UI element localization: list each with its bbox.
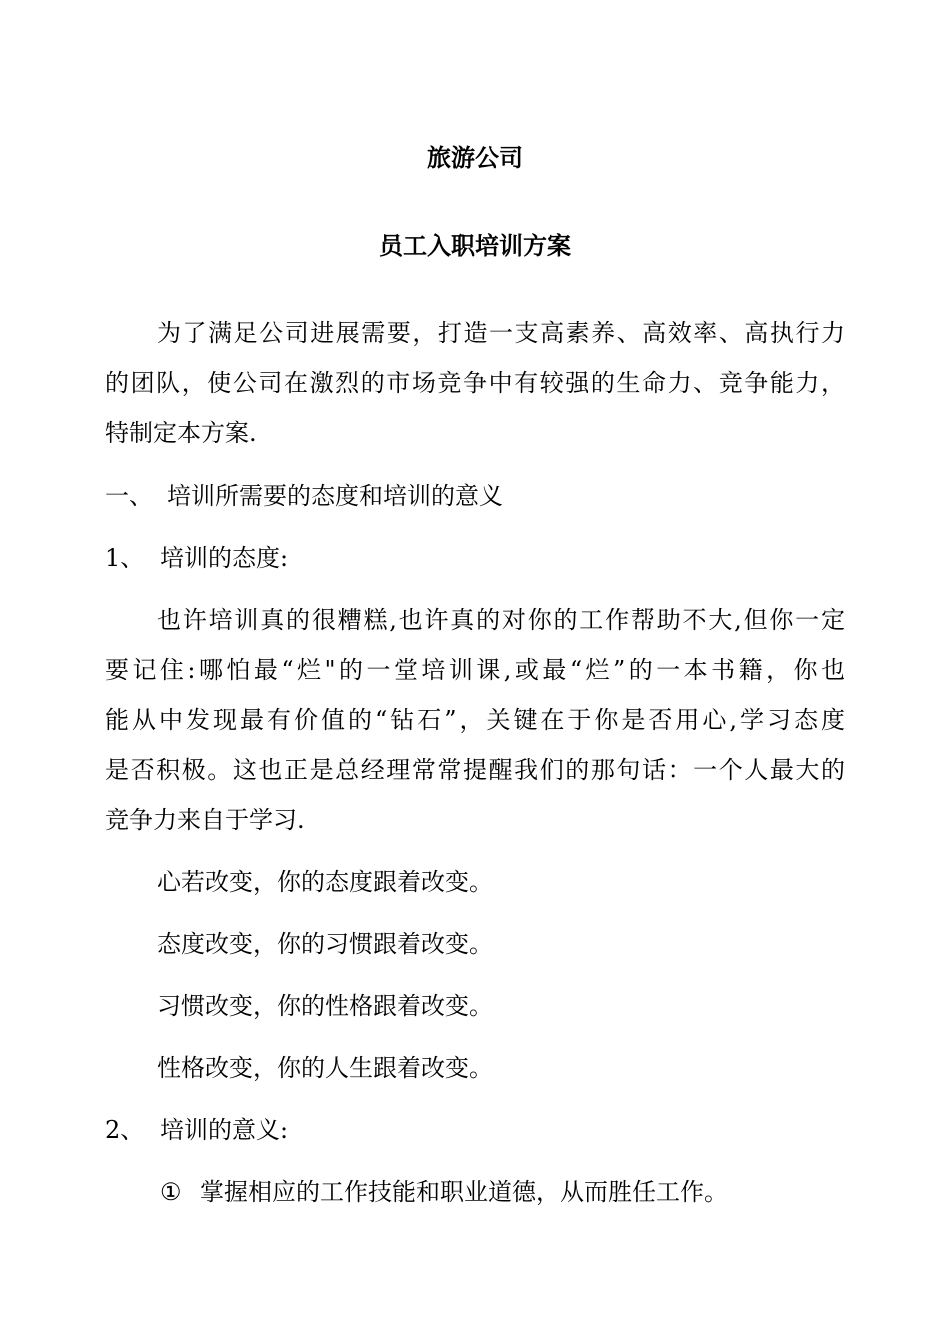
item-heading-2-text: 培训的意义: xyxy=(160,1116,289,1144)
point-1-text: 掌握相应的工作技能和职业道德，从而胜任工作。 xyxy=(200,1178,728,1206)
para-line-3: 能从中发现最有价值的“钻石”，关键在于你是否用心,学习态度 xyxy=(105,706,845,734)
item-heading-1 xyxy=(105,543,288,573)
para-line-4: 是否积极。这也正是总经理常常提醒我们的那句话：一个人最大的 xyxy=(105,756,845,784)
saying-2: 态度改变，你的习惯跟着改变。 xyxy=(157,930,493,958)
document-title: 员工入职培训方案 xyxy=(379,232,571,260)
company-title: 旅游公司 xyxy=(427,144,523,172)
section-heading xyxy=(105,481,503,511)
saying-4: 性格改变，你的人生跟着改变。 xyxy=(157,1054,493,1082)
para-line-1: 也许培训真的很糟糕,也许真的对你的工作帮助不大,但你一定 xyxy=(157,606,845,634)
item-number-2: 2、 xyxy=(105,1116,145,1144)
point-1 xyxy=(160,1177,728,1207)
intro-line-2: 的团队，使公司在激烈的市场竞争中有较强的生命力、竞争能力， xyxy=(105,369,845,397)
saying-3: 习惯改变，你的性格跟着改变。 xyxy=(157,992,493,1020)
item-heading-2 xyxy=(105,1115,288,1145)
saying-1: 心若改变，你的态度跟着改变。 xyxy=(157,868,493,896)
intro-line-3: 特制定本方案. xyxy=(105,419,257,447)
intro-line-1: 为了满足公司进展需要，打造一支高素养、高效率、高执行力 xyxy=(157,319,845,347)
para-line-2: 要记住:哪怕最“烂"的一堂培训课,或最“烂”的一本书籍，你也 xyxy=(105,656,845,684)
point-1-marker: ① xyxy=(160,1178,182,1206)
item-number-1: 1、 xyxy=(105,544,145,572)
section-heading-text: 培训所需要的态度和培训的意义 xyxy=(167,482,503,510)
section-number: 一、 xyxy=(105,482,153,510)
item-heading-1-text: 培训的态度: xyxy=(160,544,289,572)
para-line-5: 竞争力来自于学习. xyxy=(105,806,305,834)
